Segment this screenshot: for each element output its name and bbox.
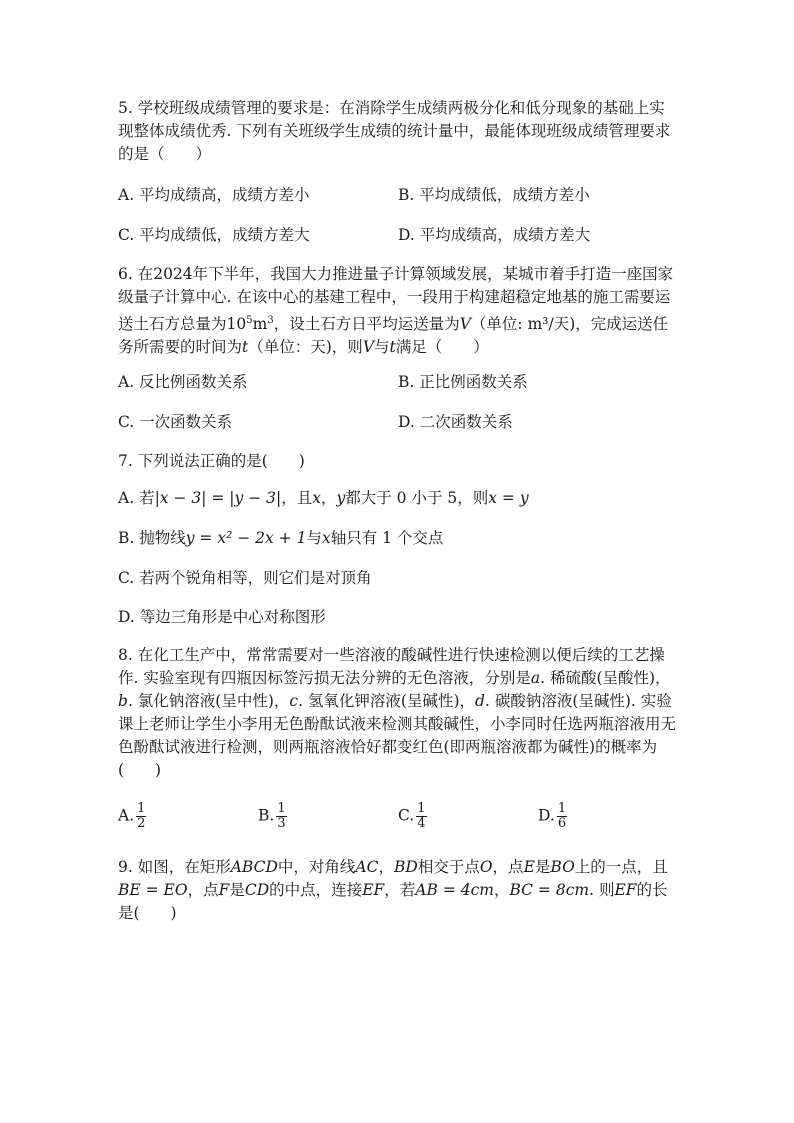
question-8-option-b: B. $\frac{1}{3}$ bbox=[258, 801, 286, 831]
question-5 bbox=[118, 97, 678, 166]
question-7-option-c: C. 若两个锐角相等，则它们是对顶角 bbox=[118, 569, 372, 587]
question-6-option-b: B. 正比例函数关系 bbox=[398, 373, 528, 391]
question-6 bbox=[118, 263, 678, 359]
question-8-option-a: A. $\frac{1}{2}$ bbox=[118, 801, 146, 831]
var-v: V bbox=[459, 315, 471, 334]
fraction-one-quarter: $\frac{1}{4}$ bbox=[417, 801, 426, 831]
fraction-one-third: $\frac{1}{3}$ bbox=[277, 801, 286, 831]
question-7-option-b: B. 抛物线y = x² − 2x + 1与x轴只有 1 个交点 bbox=[118, 529, 444, 547]
abs-equation: |x − 3| = |y − 3| bbox=[154, 489, 282, 507]
question-8-stem: 8. 在化工生产中，常常需要对一些溶液的酸碱性进行快速检测以便后续的工艺操作. 实验室现有四瓶因标签污损无法分辨的无色溶液，分别是a. 稀硫酸(呈酸性)，b. 氯化钠溶液(呈中性)，c. 氢氧化钾溶液(呈碱性)，d. 碳酸钠溶液(呈碱性). 实验课上老师让学生小李用无色酚酞试液来检测其酸碱性，小李同时任选两瓶溶液用无色酚酞试液进行检测，则两瓶溶液恰好都变红色(即两瓶溶液都为碱性)的概率为( ) bbox=[118, 646, 677, 779]
question-5-option-a: A. 平均成绩高，成绩方差小 bbox=[118, 186, 310, 204]
question-9-stem: 9. 如图，在矩形ABCD中，对角线AC，BD相交于点O，点E是BO上的一点，且BE = EO，点F是CD的中点，连接EF，若AB = 4cm，BC = 8cm. 则EF的长是( ) bbox=[118, 858, 668, 922]
question-7-option-a: A. 若|x − 3| = |y − 3|，且x，y都大于 0 小于 5，则x = y bbox=[118, 489, 529, 507]
question-6-stem: 6. 在2024年下半年，我国大力推进量子计算领域发展，某城市着手打造一座国家级量子计算中心. 在该中心的基建工程中，一段用于构建超稳定地基的施工需要运送土石方总量为$10^5m^3$，设土石方日平均运送量为V（单位: m³/天)，完成运送任务所需要的时间为t（单位：天)，则V与t满足（ ） bbox=[118, 265, 674, 357]
question-5-option-c: C. 平均成绩低，成绩方差大 bbox=[118, 226, 310, 244]
question-5-option-b: B. 平均成绩低，成绩方差小 bbox=[398, 186, 590, 204]
question-8-option-c: C. $\frac{1}{4}$ bbox=[398, 801, 426, 831]
question-6-option-d: D. 二次函数关系 bbox=[398, 413, 513, 431]
var-t: t bbox=[242, 338, 249, 357]
question-8-option-d: D. $\frac{1}{6}$ bbox=[538, 801, 567, 831]
question-7-stem: 7. 下列说法正确的是( ) bbox=[118, 452, 305, 470]
question-5-option-d: D. 平均成绩高，成绩方差大 bbox=[398, 226, 591, 244]
question-9 bbox=[118, 856, 678, 925]
question-8 bbox=[118, 644, 678, 782]
soil-quantity: $10^5m^3$ bbox=[226, 315, 274, 334]
question-7-option-d: D. 等边三角形是中心对称图形 bbox=[118, 608, 326, 626]
question-5-stem: 5. 学校班级成绩管理的要求是：在消除学生成绩两极分化和低分现象的基础上实现整体成绩优秀. 下列有关班级学生成绩的统计量中，最能体现班级成绩管理要求的是（ ） bbox=[118, 99, 671, 163]
fraction-one-sixth: $\frac{1}{6}$ bbox=[557, 801, 567, 831]
question-6-option-a: A. 反比例函数关系 bbox=[118, 373, 248, 391]
fraction-one-half: $\frac{1}{2}$ bbox=[137, 801, 146, 831]
question-6-option-c: C. 一次函数关系 bbox=[118, 413, 233, 431]
parabola-equation: y = x² − 2x + 1 bbox=[185, 529, 307, 547]
